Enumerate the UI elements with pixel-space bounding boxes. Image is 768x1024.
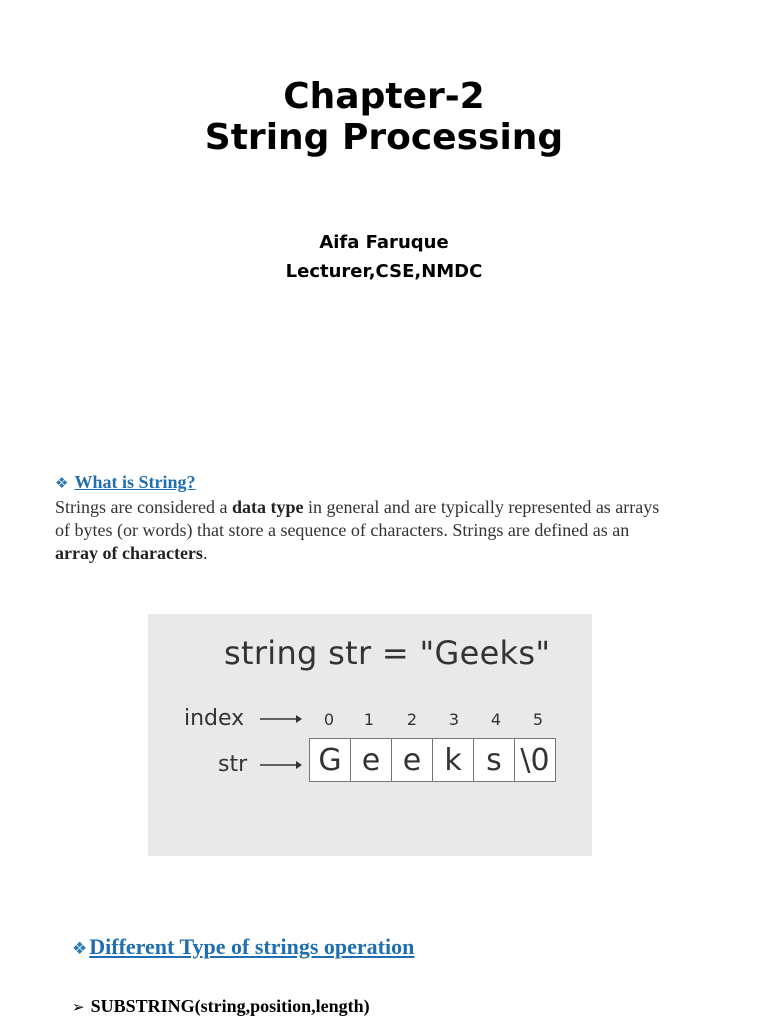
diamond-bullet-icon: ❖ bbox=[55, 474, 69, 492]
char-cell: \0 bbox=[514, 738, 556, 782]
para-text-3: . bbox=[202, 543, 208, 563]
figure-code-line: string str = "Geeks" bbox=[224, 634, 551, 672]
arrow-bullet-icon: ➢ bbox=[72, 998, 85, 1016]
author-name: Aifa Faruque bbox=[319, 232, 449, 253]
page-title bbox=[0, 76, 768, 158]
str-label: str bbox=[218, 752, 248, 777]
para-bold-array-of-characters: array of characters bbox=[55, 543, 203, 563]
string-definition-paragraph bbox=[55, 496, 675, 565]
index-0: 0 bbox=[323, 710, 335, 729]
index-2: 2 bbox=[406, 710, 418, 729]
title-line-2: String Processing bbox=[204, 117, 564, 158]
index-label: index bbox=[184, 706, 245, 731]
para-bold-data-type: data type bbox=[231, 497, 304, 517]
index-5: 5 bbox=[532, 710, 544, 729]
title-line-1: Chapter-2 bbox=[283, 76, 485, 117]
section-heading-string-operations bbox=[72, 934, 414, 960]
author-role: Lecturer,CSE,NMDC bbox=[285, 261, 483, 282]
char-cell: s bbox=[473, 738, 515, 782]
string-array-figure bbox=[148, 614, 592, 856]
char-cell: G bbox=[309, 738, 351, 782]
index-3: 3 bbox=[448, 710, 460, 729]
index-4: 4 bbox=[490, 710, 502, 729]
char-cell: k bbox=[432, 738, 474, 782]
index-1: 1 bbox=[363, 710, 375, 729]
char-cell: e bbox=[391, 738, 433, 782]
string-operations-link[interactable]: Different Type of strings operation bbox=[89, 934, 415, 959]
what-is-string-link[interactable]: What is String? bbox=[74, 472, 196, 492]
str-arrow-icon bbox=[260, 758, 302, 772]
operation-text: SUBSTRING(string,position,length) bbox=[90, 996, 370, 1016]
section-heading-what-is-string bbox=[55, 472, 195, 493]
para-text-2: in general and are typically represented as arrays of bytes (or words) that store a sequence of characters. Strings are defined as an bbox=[55, 497, 660, 540]
char-cells bbox=[310, 738, 556, 782]
para-text-1: Strings are considered a bbox=[55, 497, 232, 517]
char-cell: e bbox=[350, 738, 392, 782]
diamond-bullet-icon: ❖ bbox=[72, 939, 88, 959]
operation-item bbox=[72, 996, 370, 1017]
author-block bbox=[0, 228, 768, 286]
index-arrow-icon bbox=[260, 712, 302, 726]
